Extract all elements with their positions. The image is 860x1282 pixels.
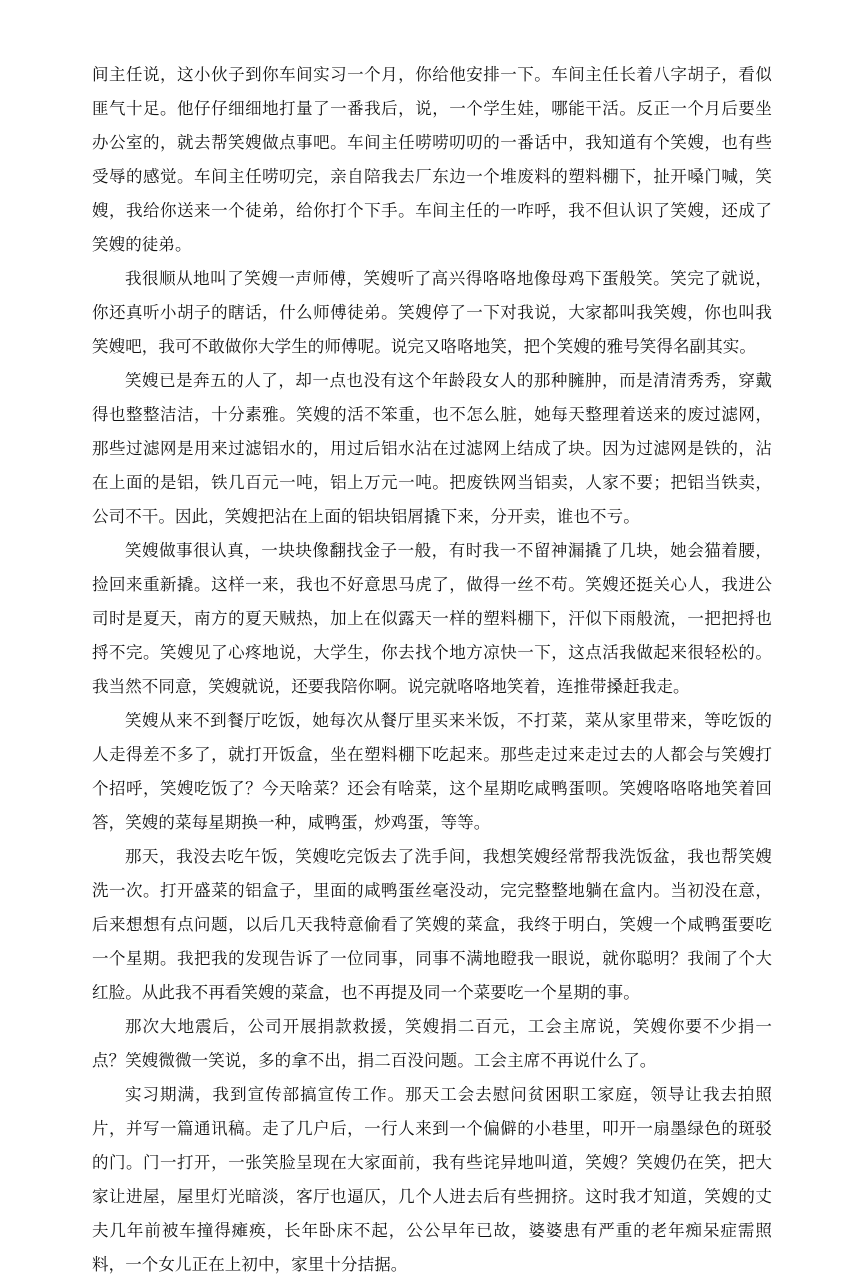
- paragraph: 那天，我没去吃午饭，笑嫂吃完饭去了洗手间，我想笑嫂经常帮我洗饭盆，我也帮笑嫂洗一次。打开盛菜的铝盒子，里面的咸鸭蛋丝毫没动，完完整整地躺在盒内。当初没在意，后来想想有点问题，以后几天我特意偷看了笑嫂的菜盒，我终于明白，笑嫂一个咸鸭蛋要吃一个星期。我把我的发现告诉了一位同事，同事不满地瞪我一眼说，就你聪明？我闹了个大红脸。从此我不再看笑嫂的菜盒，也不再提及同一个菜要吃一个星期的事。: [92, 847, 772, 1002]
- paragraph: 我很顺从地叫了笑嫂一声师傅，笑嫂听了高兴得咯咯地像母鸡下蛋般笑。笑完了就说，你还真听小胡子的瞎话，什么师傅徒弟。笑嫂停了一下对我说，大家都叫我笑嫂，你也叫我笑嫂吧，我可不敢做你大学生的师傅呢。说完又咯咯地笑，把个笑嫂的雅号笑得名副其实。: [92, 269, 772, 356]
- paragraph: 笑嫂从来不到餐厅吃饭，她每次从餐厅里买来米饭，不打菜，菜从家里带来，等吃饭的人走得差不多了，就打开饭盒，坐在塑料棚下吃起来。那些走过来走过去的人都会与笑嫂打个招呼，笑嫂吃饭了？今天啥菜？还会有啥菜，这个星期吃咸鸭蛋呗。笑嫂咯咯咯地笑着回答，笑嫂的菜每星期换一种，咸鸭蛋，炒鸡蛋，等等。: [92, 711, 772, 832]
- paragraph: 笑嫂做事很认真，一块块像翻找金子一般，有时我一不留神漏撬了几块，她会猫着腰，捡回来重新撬。这样一来，我也不好意思马虎了，做得一丝不苟。笑嫂还挺关心人，我进公司时是夏天，南方的夏天贼热，加上在似露天一样的塑料棚下，汗似下雨般流，一把把捋也捋不完。笑嫂见了心疼地说，大学生，你去找个地方凉快一下，这点活我做起来很轻松的。我当然不同意，笑嫂就说，还要我陪你啊。说完就咯咯地笑着，连推带搡赶我走。: [92, 541, 772, 696]
- paragraph: 间主任说，这小伙子到你车间实习一个月，你给他安排一下。车间主任长着八字胡子，看似匪气十足。他仔仔细细地打量了一番我后，说，一个学生娃，哪能干活。反正一个月后要坐办公室的，就去帮笑嫂做点事吧。车间主任唠唠叨叨的一番话中，我知道有个笑嫂，也有些受辱的感觉。车间主任唠叨完，亲自陪我去厂东边一个堆废料的塑料棚下，扯开嗓门喊，笑嫂，我给你送来一个徒弟，给你打个下手。车间主任的一咋呼，我不但认识了笑嫂，还成了笑嫂的徒弟。: [92, 65, 772, 254]
- paragraph: 那次大地震后，公司开展捐款救援，笑嫂捐二百元，工会主席说，笑嫂你要不少捐一点？笑嫂微微一笑说，多的拿不出，捐二百没问题。工会主席不再说什么了。: [92, 1017, 772, 1070]
- paragraph: 实习期满，我到宣传部搞宣传工作。那天工会去慰问贫困职工家庭，领导让我去拍照片，并写一篇通讯稿。走了几户后，一行人来到一个偏僻的小巷里，叩开一扇墨绿色的斑驳的门。门一打开，一张笑脸呈现在大家面前，我有些诧异地叫道，笑嫂？笑嫂仍在笑，把大家让进屋，屋里灯光暗淡，客厅也逼仄，几个人进去后有些拥挤。这时我才知道，笑嫂的丈夫几年前被车撞得瘫痪，长年卧床不起，公公早年已故，婆婆患有严重的老年痴呆症需照料，一个女儿正在上初中，家里十分拮据。: [92, 1085, 772, 1274]
- document-page: [92, 58, 772, 1282]
- paragraph: 笑嫂已是奔五的人了，却一点也没有这个年龄段女人的那种臃肿，而是清清秀秀，穿戴得也整整洁洁，十分素雅。笑嫂的活不笨重，也不怎么脏，她每天整理着送来的废过滤网，那些过滤网是用来过滤铝水的，用过后铝水沾在过滤网上结成了块。因为过滤网是铁的，沾在上面的是铝，铁几百元一吨，铝上万元一吨。把废铁网当铝卖，人家不要；把铝当铁卖，公司不干。因此，笑嫂把沾在上面的铝块铝屑撬下来，分开卖，谁也不亏。: [92, 371, 772, 526]
